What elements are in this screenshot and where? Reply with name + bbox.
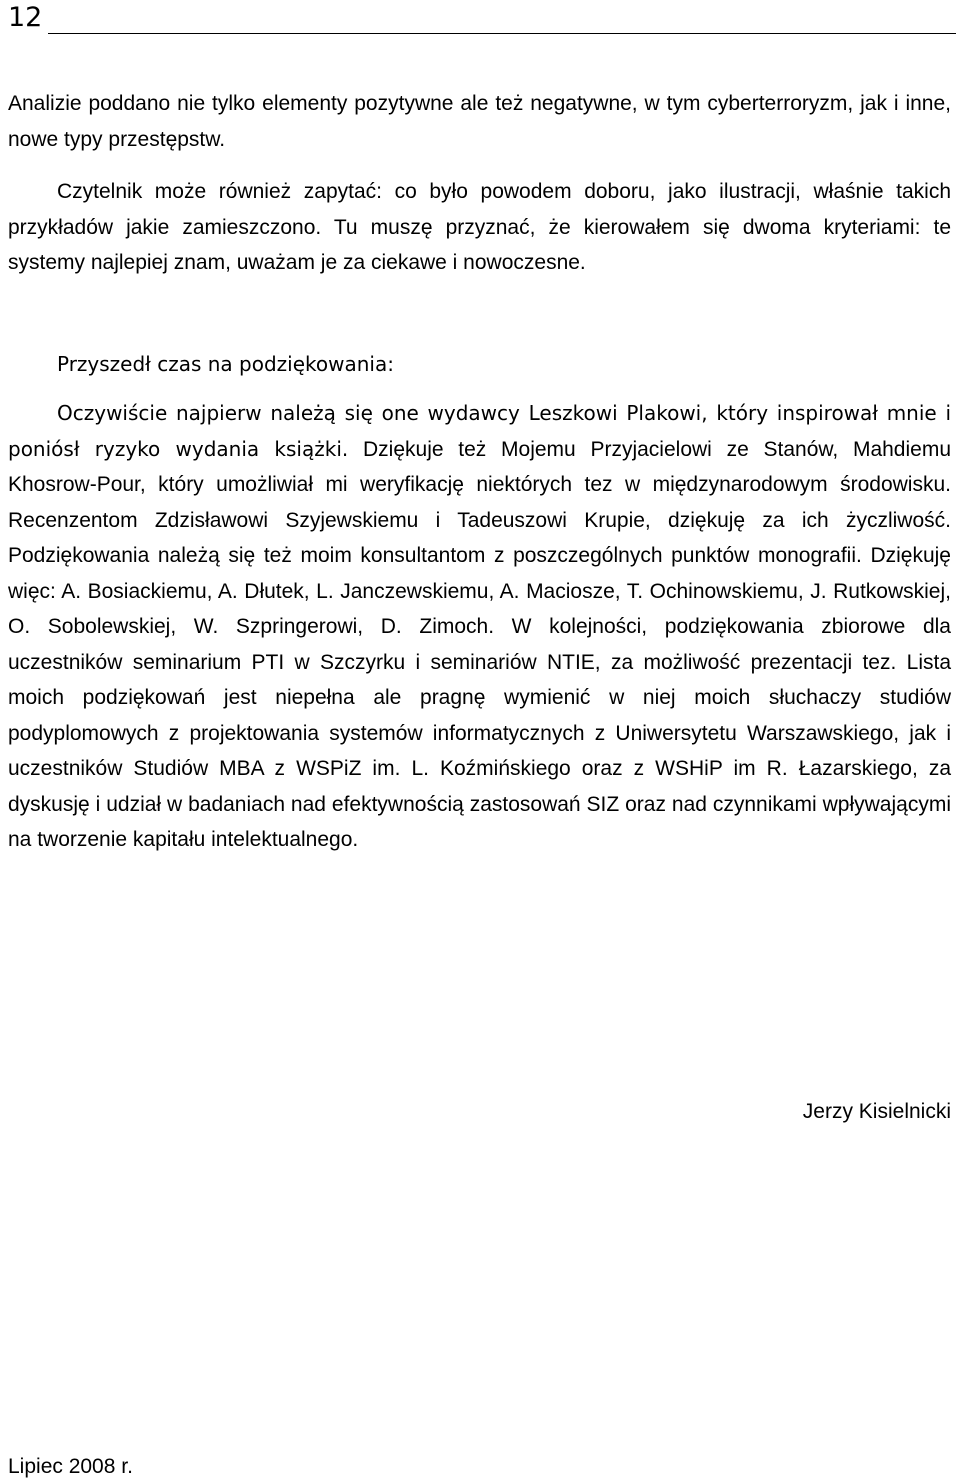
paragraph-intro-text: Analizie poddano nie tylko elementy pozytywne ale też negatywne, w tym cyberterroryzm, jak i inne, nowe typy przestępstw. <box>8 92 951 151</box>
header-rule <box>48 33 956 34</box>
paragraph-acknowledgements <box>8 396 951 858</box>
acknowledgements-heading <box>8 347 951 383</box>
acknowledgements-publisher-text: Oczywiście najpierw należą się one wydawcy Leszkowi Plakowi, który inspirował mnie i poniósł ryzyko wydania książki. <box>8 401 951 461</box>
page-number: 12 <box>8 2 43 33</box>
date-line: Lipiec 2008 r. <box>8 1455 133 1478</box>
acknowledgements-heading-text: Przyszedł czas na podziękowania: <box>57 352 394 376</box>
author-signature: Jerzy Kisielnicki <box>802 1100 951 1123</box>
acknowledgements-others-text: Dziękuje też Mojemu Przyjacielowi ze Stanów, Mahdiemu Khosrow-Pour, który umożliwiał mi weryfikację niektórych tez w międzynarodowym środowisku. Recenzentom Zdzisławowi Szyjewskiemu i Tadeuszowi Krupie, dziękuję za ich życzliwość. Podziękowania należą się też moim konsultantom z poszczególnych punktów monografii. Dziękuję więc: A. Bosiackiemu, A. Dłutek, L. Janczewskiemu, A. Maciosze, T. Ochinowskiemu, J. Rutkowskiej, O. Sobolewskiej, W. Szpringerowi, D. Zimoch. W kolejności, podziękowania zbiorowe dla uczestników seminarium PTI w Szczyrku i seminariów NTIE, za możliwość prezentacji tez. Lista moich podziękowań jest niepełna ale pragnę wymienić w niej moich słuchaczy studiów podyplomowych z projektowania systemów informatycznych z Uniwersytetu Warszawskiego, jak i uczestników Studiów MBA z WSPiZ im. L. Koźmińskiego oraz z WSHiP im R. Łazarskiego, za dyskusję i udział w badaniach nad efektywnością zastosowań SIZ oraz nad czynnikami wpływającymi na tworzenie kapitału intelektualnego. <box>8 437 952 851</box>
paragraph-selection-text: Czytelnik może również zapytać: co było powodem doboru, jako ilustracji, właśnie takich przykładów jakie zamieszczono. Tu muszę przyznać, że kierowałem się dwoma kryteriami: te systemy najlepiej znam, uważam je za ciekawe i nowoczesne. <box>8 180 951 274</box>
paragraph-selection <box>8 174 951 281</box>
paragraph-intro <box>8 86 951 157</box>
